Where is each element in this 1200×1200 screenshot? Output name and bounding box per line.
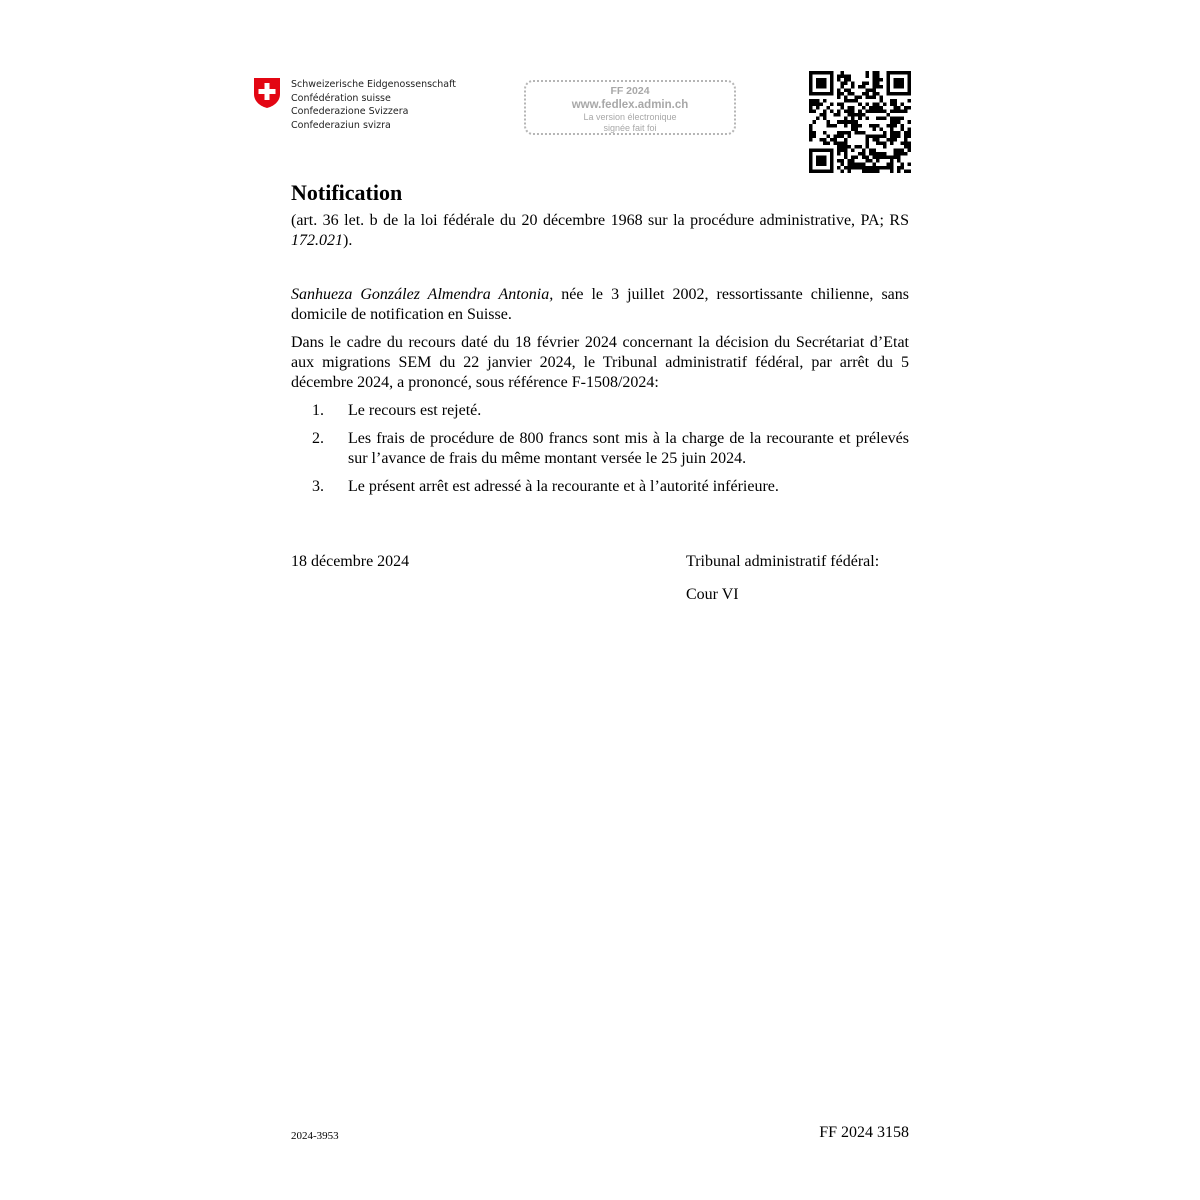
addressee-details: née le 3 juillet 2002, ressortissante chilienne, sans domicile de notification en Suisse.: [291, 286, 909, 323]
decision-item: [291, 477, 909, 497]
decision-text: Le présent arrêt est adressé à la recourante et à l’autorité inférieure.: [348, 478, 779, 495]
decision-number: 2.: [312, 430, 324, 447]
legal-basis: [291, 211, 909, 251]
court-signature: [686, 552, 879, 605]
stamp-line-3: La version électronique: [583, 112, 677, 122]
document-body: [291, 211, 909, 505]
federal-name-de: Schweizerische Eidgenossenschaft: [291, 79, 457, 90]
electronic-signature-stamp: [524, 80, 736, 135]
decision-item: [291, 429, 909, 469]
federal-name-rm: Confederaziun svizra: [291, 119, 391, 131]
stamp-line-1: FF 2024: [610, 85, 650, 97]
federal-names: [291, 78, 456, 132]
publication-reference: FF 2024 3158: [819, 1124, 909, 1141]
decision-text: Les frais de procédure de 800 francs sont mis à la charge de la recourante et prélevés sur l’avance de frais du même montant versée le 25 juin 2024.: [348, 430, 909, 467]
decision-intro: Dans le cadre du recours daté du 18 février 2024 concernant la décision du Secrétariat d’Etat aux migrations SEM du 22 janvier 2024, le Tribunal administratif fédéral, par arrêt du 5 décembre 2024, a prononcé, sous référence F-1508/2024:: [291, 334, 909, 391]
decision-list: [291, 401, 909, 497]
federal-name-it: Confederazione Svizzera: [291, 106, 409, 117]
decision-item: [291, 401, 909, 421]
court-name: Tribunal administratif fédéral:: [686, 553, 880, 570]
stamp-line-4: signée fait foi: [603, 123, 657, 133]
decision-text: Le recours est rejeté.: [348, 402, 482, 419]
federal-name-fr: Confédération suisse: [291, 92, 391, 104]
decision-number: 1.: [312, 402, 324, 419]
legal-basis-text: (art. 36 let. b de la loi fédérale du 20 décembre 1968 sur la procédure administrative, PA; RS: [291, 212, 909, 229]
document-date: 18 décembre 2024: [291, 553, 410, 570]
legal-basis-ref: 172.021: [291, 232, 343, 249]
addressee-name: Sanhueza González Almendra Antonia,: [291, 286, 554, 303]
court-chamber: Cour VI: [686, 586, 739, 603]
document-title: Notification: [291, 180, 403, 205]
stamp-line-2: www.fedlex.admin.ch: [571, 99, 689, 111]
decision-number: 3.: [312, 478, 324, 495]
qr-code-icon: [809, 71, 911, 173]
addressee: [291, 285, 909, 325]
document-number: 2024-3953: [291, 1130, 339, 1142]
swiss-cross-icon: [253, 77, 281, 109]
legal-basis-close: ).: [343, 232, 353, 249]
